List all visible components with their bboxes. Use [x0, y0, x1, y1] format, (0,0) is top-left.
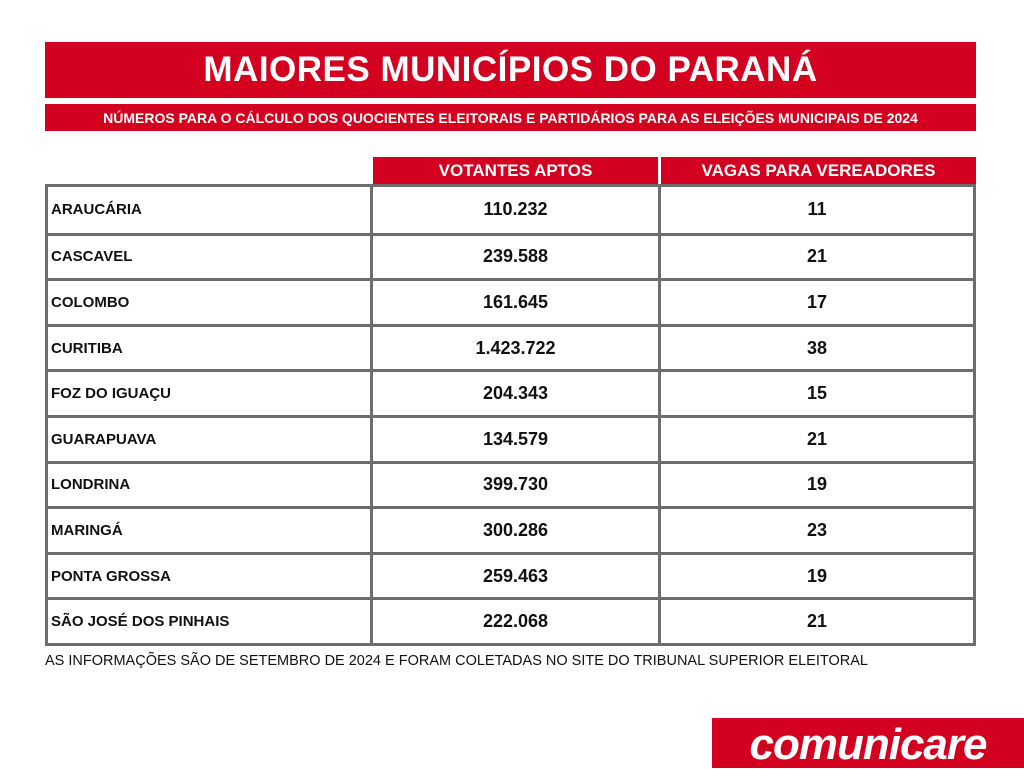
seats-count: 38: [806, 337, 828, 358]
voters-count: 110.232: [373, 187, 661, 233]
municipality-name: LONDRINA: [48, 464, 373, 507]
seats-count: 19: [806, 565, 828, 586]
municipality-name: CURITIBA: [48, 327, 373, 370]
table-row: [48, 233, 973, 279]
page-title: MAIORES MUNICÍPIOS DO PARANÁ: [45, 42, 976, 98]
table-row: [48, 278, 973, 324]
voters-count: 134.579: [373, 418, 661, 461]
table-row: [48, 506, 973, 552]
seats-count: 21: [806, 246, 828, 267]
comunicare-logo: [712, 718, 1024, 768]
table-row: [48, 324, 973, 370]
voters-count: 1.423.722: [373, 327, 661, 370]
table-row: [48, 461, 973, 507]
seats-count: 23: [806, 519, 828, 540]
municipality-name: FOZ DO IGUAÇU: [48, 372, 373, 415]
seats-count: 17: [806, 291, 828, 312]
voters-count: 300.286: [373, 509, 661, 552]
municipality-name: PONTA GROSSA: [48, 555, 373, 598]
municipality-name: SÃO JOSÉ DOS PINHAIS: [48, 600, 373, 643]
seats-count: 21: [806, 611, 828, 632]
voters-count: 399.730: [373, 464, 661, 507]
municipality-name: MARINGÁ: [48, 509, 373, 552]
logo-text: comunicare: [749, 720, 987, 769]
table-row: [48, 552, 973, 598]
page-subtitle: NÚMEROS PARA O CÁLCULO DOS QUOCIENTES ELEITORAIS E PARTIDÁRIOS PARA AS ELEIÇÕES MUNICIPAIS DE 2024: [45, 104, 976, 131]
column-header-seats: VAGAS PARA VEREADORES: [661, 157, 976, 184]
seats-count: 21: [806, 428, 828, 449]
voters-count: 222.068: [373, 600, 661, 643]
voters-count: 204.343: [373, 372, 661, 415]
seats-count: 11: [807, 199, 827, 220]
table-row: [48, 415, 973, 461]
voters-count: 259.463: [373, 555, 661, 598]
municipality-name: GUARAPUAVA: [48, 418, 373, 461]
municipalities-table: [45, 184, 976, 646]
seats-count: 19: [806, 474, 828, 495]
table-row: [48, 597, 973, 643]
municipality-name: ARAUCÁRIA: [48, 187, 373, 233]
voters-count: 161.645: [373, 281, 661, 324]
seats-count: 15: [806, 383, 828, 404]
table-row: [48, 369, 973, 415]
table-row: [48, 187, 973, 233]
municipality-name: CASCAVEL: [48, 236, 373, 279]
municipality-name: COLOMBO: [48, 281, 373, 324]
voters-count: 239.588: [373, 236, 661, 279]
source-footnote: AS INFORMAÇÕES SÃO DE SETEMBRO DE 2024 E FORAM COLETADAS NO SITE DO TRIBUNAL SUPERIOR ELEITORAL: [45, 653, 868, 669]
column-header-voters: VOTANTES APTOS: [373, 157, 658, 184]
